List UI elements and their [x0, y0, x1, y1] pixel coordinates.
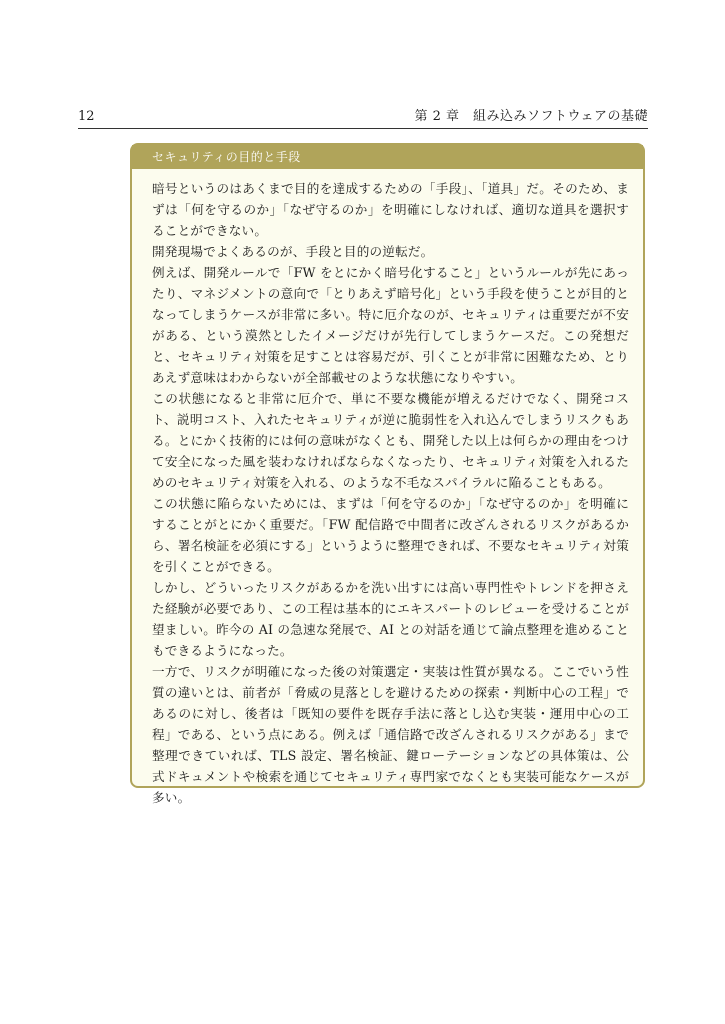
paragraph: 開発現場でよくあるのが、手段と目的の逆転だ。	[152, 244, 434, 259]
paragraph: 例えば、開発ルールで「FW をとにかく暗号化すること」というルールが先にあったり、マネジメントの意向で「とりあえず暗号化」という手段を使うことが目的となってしまうケースが非常に多い。特に厄介なのが、セキュリティは重要だが不安がある、という漠然としたイメージだけが先行してしまうケースだ。この発想だと、セキュリティ対策を足すことは容易だが、引くことが非常に困難なため、とりあえず意味はわからないが全部載せのような状態になりやすい。	[152, 265, 629, 385]
page-number: 12	[78, 109, 95, 124]
paragraph: 一方で、リスクが明確になった後の対策選定・実装は性質が異なる。ここでいう性質の違いとは、前者が「脅威の見落としを避けるための探索・判断中心の工程」であるのに対し、後者は「既知の要件を既存手法に落とし込む実装・運用中心の工程」である、という点にある。例えば「通信路で改ざんされるリスクがある」まで整理できていれば、TLS 設定、署名検証、鍵ローテーションなどの具体策は、公式ドキュメントや検索を通じてセキュリティ専門家でなくとも実装可能なケースが多い。	[152, 664, 629, 805]
paragraph: この状態になると非常に厄介で、単に不要な機能が増えるだけでなく、開発コスト、説明コスト、入れたセキュリティが逆に脆弱性を入れ込んでしまうリスクもある。とにかく技術的には何の意味がなくとも、開発した以上は何らかの理由をつけて安全になった風を装わなければならなくなったり、セキュリティ対策を入れるためのセキュリティ対策を入れる、のような不毛なスパイラルに陥ることもある。	[152, 391, 629, 490]
column-body	[132, 169, 643, 808]
column-title: セキュリティの目的と手段	[132, 145, 643, 169]
column-box	[130, 143, 645, 805]
paragraph: この状態に陥らないためには、まずは「何を守るのか」「なぜ守るのか」を明確にすることがとにかく重要だ。「FW 配信路で中間者に改ざんされるリスクがあるから、署名検証を必須にする」というように整理できれば、不要なセキュリティ対策を引くことができる。	[152, 496, 629, 574]
chapter-title: 第 2 章 組み込みソフトウェアの基礎	[414, 109, 648, 124]
page-header	[78, 108, 648, 129]
paragraph: 暗号というのはあくまで目的を達成するための「手段」、「道具」だ。そのため、まずは「何を守るのか」「なぜ守るのか」を明確にしなければ、適切な道具を選択することができない。	[152, 181, 629, 238]
paragraph: しかし、どういったリスクがあるかを洗い出すには高い専門性やトレンドを押さえた経験が必要であり、この工程は基本的にエキスパートのレビューを受けることが望ましい。昨今の AI の急速な発展で、AI との対話を通じて論点整理を進めることもできるようになった。	[152, 580, 629, 658]
